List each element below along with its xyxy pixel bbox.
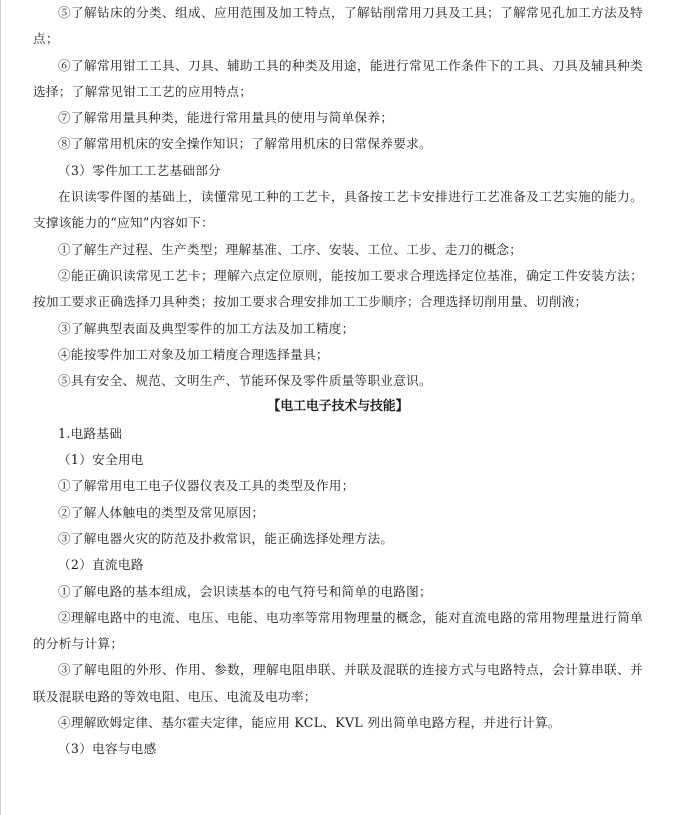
list-item: ③了解电器火灾的防范及扑救常识，能正确选择处理方法。 — [58, 530, 394, 546]
list-item: ①了解生产过程、生产类型；理解基准、工序、安装、工位、工步、走刀的概念； — [58, 241, 523, 257]
subsection-title-dc: （2）直流电路 — [58, 557, 144, 573]
list-item: ④理解欧姆定律、基尔霍夫定律，能应用 KCL、KVL 列出简单电路方程，并进行计算。 — [58, 715, 561, 731]
subsection-title-process: （3）零件加工工艺基础部分 — [58, 162, 222, 178]
list-item: ①了解电路的基本组成，会识读基本的电气符号和简单的电路图； — [58, 583, 432, 599]
paragraph-gauges: ⑦了解常用量具种类，能进行常用量具的使用与简单保养； — [58, 110, 394, 126]
section-heading: 【电工电子技术与技能】 — [267, 399, 409, 415]
section-title-circuit: 1.电路基础 — [58, 425, 123, 441]
paragraph-drill: ⑤了解钻床的分类、组成、应用范围及加工特点，了解钻削常用刀具及工具；了解常见孔加工方法及特点； — [33, 5, 643, 47]
paragraph-machine-safety: ⑧了解常用机床的安全操作知识；了解常用机床的日常保养要求。 — [58, 136, 432, 152]
list-item: ③了解电阻的外形、作用、参数，理解电阻串联、并联及混联的连接方式与电路特点，会计算串联、并联及混联电路的等效电阻、电压、电流及电功率； — [33, 662, 643, 704]
list-item: ④能按零件加工对象及加工精度合理选择量具； — [58, 346, 329, 362]
list-item: ②能正确识读常见工艺卡；理解六点定位原则，能按加工要求合理选择定位基准，确定工件安装方法；按加工要求正确选择刀具种类；按加工要求合理安排加工工步顺序；合理选择切削用量、切削液； — [33, 267, 643, 310]
document-body — [33, 0, 643, 763]
list-item: ①了解常用电工电子仪器仪表及工具的类型及作用； — [58, 478, 355, 494]
paragraph-fitter-tools: ⑥了解常用钳工工具、刀具、辅助工具的种类及用途，能进行常见工作条件下的工具、刀具及辅具种类选择；了解常见钳工工艺的应用特点； — [33, 57, 643, 99]
list-item: ②了解人体触电的类型及常见原因； — [58, 504, 265, 520]
paragraph-process-intro: 在识读零件图的基础上，读懂常见工种的工艺卡，具备按工艺卡安排进行工艺准备及工艺实施的能力。支撑该能力的“应知”内容如下： — [33, 189, 643, 231]
list-item: ⑤具有安全、规范、文明生产、节能环保及零件质量等职业意识。 — [58, 373, 432, 389]
list-item: ②理解电路中的电流、电压、电能、电功率等常用物理量的概念，能对直流电路的常用物理量进行简单的分析与计算； — [33, 609, 643, 652]
page-left-edge — [0, 0, 1, 815]
subsection-title-capacitance: （3）电容与电感 — [58, 741, 157, 757]
list-item: ③了解典型表面及典型零件的加工方法及加工精度； — [58, 320, 355, 336]
subsection-title-safety: （1）安全用电 — [58, 452, 144, 468]
